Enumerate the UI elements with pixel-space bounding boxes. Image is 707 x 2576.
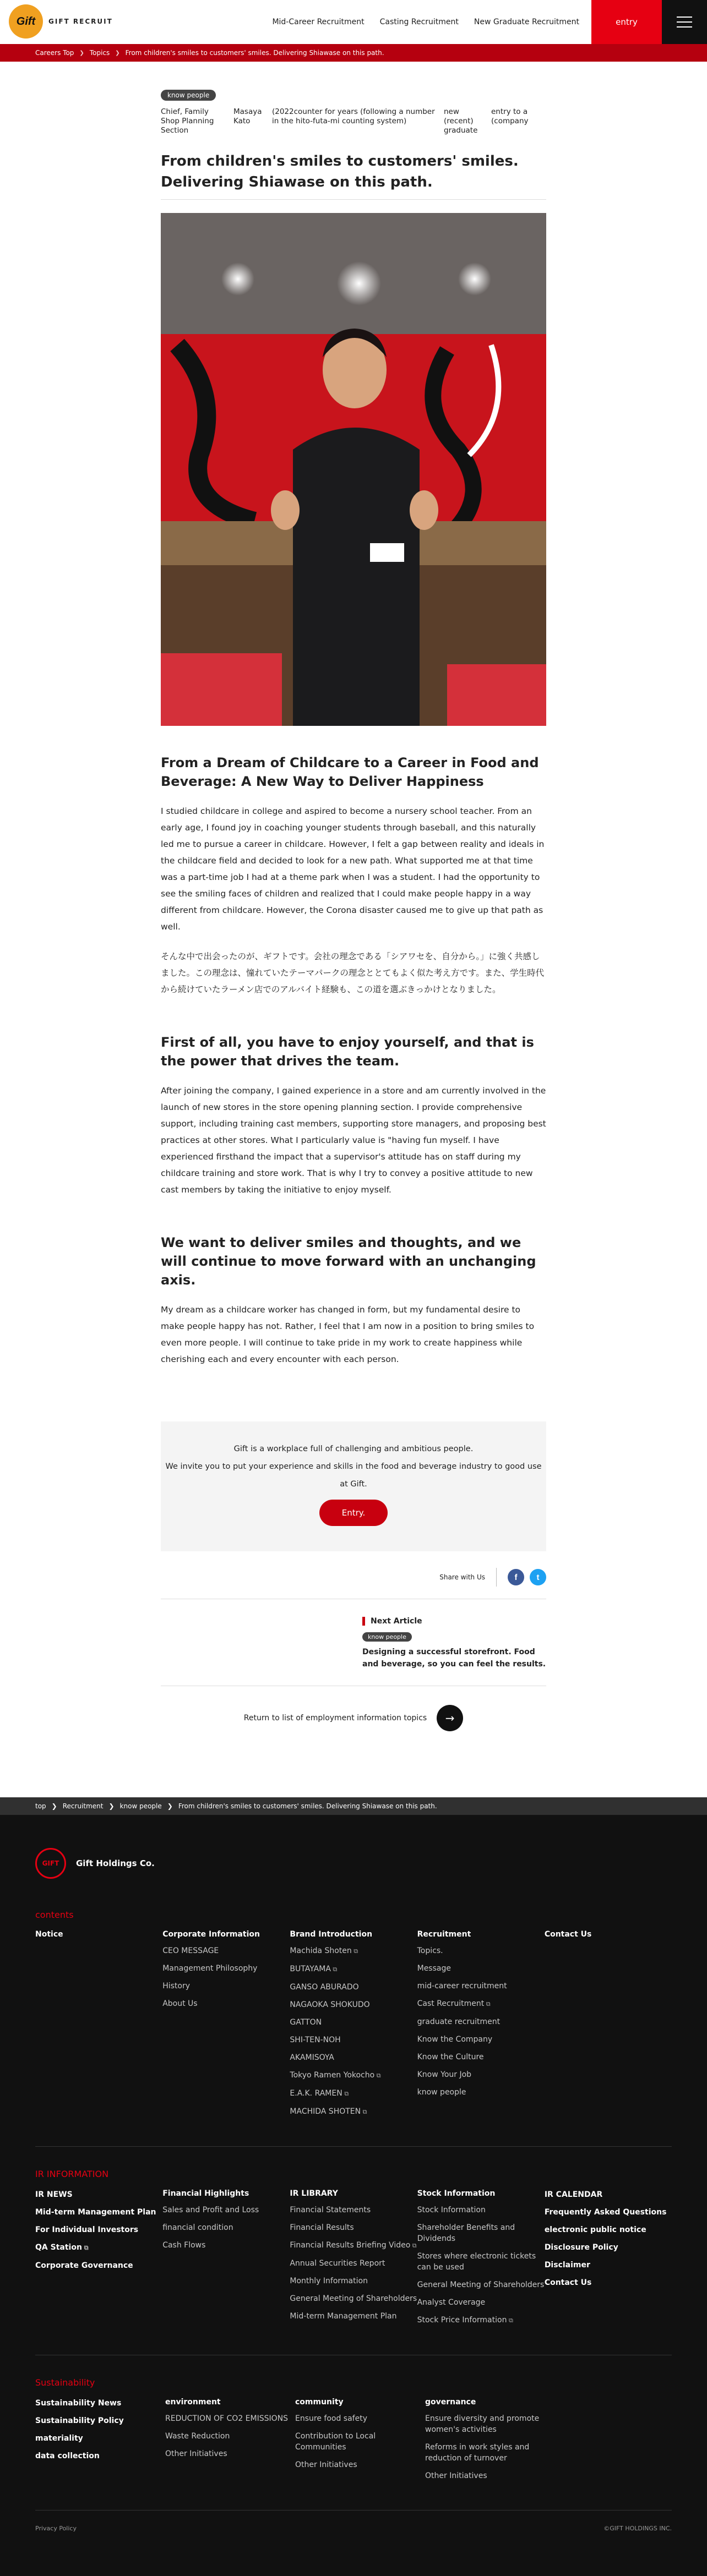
meta-entry: entry to a (company bbox=[491, 107, 529, 125]
footer-link[interactable]: Sustainability Policy bbox=[35, 2416, 124, 2425]
footer-link[interactable]: financial condition bbox=[162, 2223, 233, 2232]
footer-link[interactable]: REDUCTION OF CO2 EMISSIONS bbox=[165, 2414, 289, 2423]
footer-column bbox=[425, 2398, 555, 2488]
footer-link[interactable]: electronic public notice bbox=[544, 2225, 646, 2234]
footer-link[interactable]: MACHIDA SHOTEN ⧉ bbox=[290, 2106, 417, 2118]
return-to-list-link[interactable] bbox=[161, 1705, 546, 1731]
footer-link[interactable]: Waste Reduction bbox=[165, 2432, 230, 2441]
footer-link[interactable]: E.A.K. RAMEN ⧉ bbox=[290, 2088, 417, 2099]
footer-column-heading[interactable]: Contact Us bbox=[544, 1930, 592, 1939]
footer-link[interactable]: Cash Flows bbox=[162, 2241, 206, 2250]
profile-meta bbox=[161, 107, 546, 135]
meta-name: Masaya Kato bbox=[233, 107, 262, 125]
footer-column bbox=[295, 2398, 425, 2488]
footer-contents bbox=[0, 1910, 707, 2124]
footer-brand bbox=[0, 1815, 707, 1879]
footer-link[interactable]: Contribution to Local Communities bbox=[295, 2432, 376, 2452]
footer-sustainability bbox=[0, 2377, 707, 2488]
footer-link[interactable]: History bbox=[162, 1982, 191, 1990]
nav-new-graduate[interactable]: New Graduate Recruitment bbox=[474, 18, 579, 26]
footer-link[interactable]: Machida Shoten ⧉ bbox=[290, 1945, 417, 1957]
footer-link[interactable]: About Us bbox=[162, 1999, 198, 2008]
breadcrumb-current: From children's smiles to customers' smiles. Delivering Shiawase on this path. bbox=[125, 49, 384, 57]
cta-text: Gift is a workplace full of challenging and ambitious people. bbox=[233, 1445, 474, 1453]
footer-bottom bbox=[0, 2511, 707, 2576]
footer-link[interactable]: Know the Culture bbox=[417, 2053, 484, 2061]
copyright: ©GIFT HOLDINGS INC. bbox=[603, 2525, 672, 2532]
gift-holdings-logo[interactable]: GIFT bbox=[35, 1848, 66, 1879]
footer-link[interactable]: Mid-term Management Plan bbox=[35, 2208, 156, 2217]
footer-column bbox=[417, 2189, 545, 2333]
divider bbox=[496, 1568, 497, 1587]
breadcrumb-item[interactable]: Careers Top bbox=[35, 49, 74, 57]
footer-link[interactable]: Corporate Governance bbox=[35, 2261, 133, 2270]
footer-link[interactable]: Analyst Coverage bbox=[417, 2298, 486, 2307]
footer-link[interactable]: Management Philosophy bbox=[162, 1964, 258, 1973]
footer-column bbox=[290, 1930, 417, 2124]
footer-link[interactable]: Know Your Job bbox=[417, 2070, 472, 2079]
site-footer bbox=[0, 1797, 707, 2576]
footer-link[interactable]: Ensure food safety bbox=[295, 2414, 367, 2423]
footer-link[interactable]: Monthly Information bbox=[290, 2277, 368, 2285]
footer-link[interactable]: Contact Us bbox=[544, 2278, 592, 2287]
footer-link[interactable]: Stock Price Information ⧉ bbox=[417, 2315, 545, 2326]
footer-link[interactable]: Sustainability News bbox=[35, 2399, 122, 2408]
footer-column bbox=[35, 2398, 165, 2488]
footer-link[interactable]: Message bbox=[417, 1964, 451, 1973]
footer-link[interactable]: Stores where electronic tickets can be used bbox=[417, 2252, 536, 2272]
footer-link[interactable]: Annual Securities Report bbox=[290, 2259, 385, 2268]
chevron-right-icon: ❯ bbox=[167, 1802, 173, 1810]
nav-mid-career[interactable]: Mid-Career Recruitment bbox=[272, 18, 365, 26]
next-article[interactable] bbox=[362, 1617, 546, 1670]
entry-cta-box bbox=[161, 1421, 546, 1551]
share-bar bbox=[161, 1568, 546, 1599]
privacy-policy-link[interactable]: Privacy Policy bbox=[35, 2525, 77, 2532]
footer-column bbox=[165, 2398, 295, 2488]
global-nav bbox=[272, 0, 579, 44]
site-header bbox=[0, 0, 707, 44]
breadcrumb-item[interactable]: Recruitment bbox=[62, 1802, 104, 1810]
footer-link[interactable]: Shareholder Benefits and Dividends bbox=[417, 2223, 515, 2243]
section-heading: First of all, you have to enjoy yourself, and that is the power that drives the team. bbox=[161, 1035, 534, 1069]
footer-column-heading[interactable]: governance bbox=[425, 2398, 476, 2407]
footer-link[interactable]: Mid-term Management Plan bbox=[290, 2312, 397, 2321]
footer-link[interactable]: Financial Results Briefing Video ⧉ bbox=[290, 2240, 417, 2251]
chevron-right-icon: ❯ bbox=[108, 1802, 115, 1810]
facebook-icon[interactable]: f bbox=[508, 1569, 524, 1585]
cta-text: We invite you to put your experience and skills in the food and beverage industry to good use at Gift. bbox=[165, 1462, 542, 1489]
footer-column-heading[interactable]: environment bbox=[165, 2398, 221, 2407]
breadcrumb-item[interactable]: Topics bbox=[89, 49, 110, 57]
logo-subtitle: GIFT RECRUIT bbox=[48, 18, 113, 25]
breadcrumb-item[interactable]: know people bbox=[119, 1802, 162, 1810]
return-label: Return to list of employment information topics bbox=[243, 1714, 427, 1722]
footer-column-heading[interactable]: Recruitment bbox=[417, 1930, 471, 1939]
footer-column-heading[interactable]: Stock Information bbox=[417, 2189, 496, 2198]
section-paragraph: そんな中で出会ったのが、ギフトです。会社の理念である「シアワセを、自分から。」に強く共感しました。この理念は、憧れていたテーマパークの理念ととてもよく似た考え方です。また、学生時代から続けていたラーメン店でのアルバイト経験も、この道を選ぶきっかけとなりました。 bbox=[161, 951, 545, 994]
footer-ir bbox=[0, 2169, 707, 2333]
footer-link[interactable]: IR NEWS bbox=[35, 2190, 73, 2199]
footer-column bbox=[290, 2189, 417, 2333]
footer-link[interactable]: Other Initiatives bbox=[425, 2471, 487, 2480]
footer-link[interactable]: know people bbox=[417, 2088, 466, 2097]
footer-link[interactable]: Topics. bbox=[417, 1946, 443, 1955]
footer-section-heading: Sustainability bbox=[35, 2377, 95, 2388]
footer-column bbox=[545, 1930, 672, 2124]
article bbox=[161, 62, 546, 1731]
twitter-icon[interactable]: t bbox=[530, 1569, 546, 1585]
section-heading: We want to deliver smiles and thoughts, and we will continue to move forward with an unchanging axis. bbox=[161, 1235, 536, 1288]
footer-link[interactable]: General Meeting of Shareholders bbox=[290, 2294, 417, 2303]
footer-link[interactable]: Disclaimer bbox=[544, 2261, 590, 2269]
footer-column-heading[interactable]: IR LIBRARY bbox=[290, 2189, 338, 2198]
footer-link[interactable]: graduate recruitment bbox=[417, 2017, 501, 2026]
corp-name: Gift Holdings Co. bbox=[76, 1858, 155, 1868]
next-article-tag: know people bbox=[362, 1632, 412, 1642]
footer-link[interactable]: Cast Recruitment ⧉ bbox=[417, 1998, 545, 2010]
breadcrumb-item[interactable]: top bbox=[35, 1802, 46, 1810]
header-entry-button[interactable]: entry bbox=[591, 0, 662, 44]
footer-link[interactable]: Disclosure Policy bbox=[544, 2243, 618, 2252]
footer-link[interactable]: Sales and Profit and Loss bbox=[162, 2206, 259, 2214]
footer-link[interactable]: Reforms in work styles and reduction of turnover bbox=[425, 2443, 530, 2463]
footer-link[interactable]: CEO MESSAGE bbox=[162, 1946, 219, 1955]
next-article-title[interactable]: Designing a successful storefront. Food and beverage, so you can feel the results. bbox=[362, 1648, 546, 1669]
section-paragraph: After joining the company, I gained experience in a store and am currently involved in the launch of new stores in the store opening planning section. I provide comprehensive support, including training cast members, supporting store managers, and proposing best practices at other stores. What I particularly value is "having fun myself. I have experienced firsthand the impact that a supervisor's attitude has on staff during my childcare training and store work. That is why I try to convey a positive attitude to new cast members by taking the initiative to enjoy myself. bbox=[161, 1086, 546, 1195]
meta-type: new (recent) graduate bbox=[444, 107, 478, 135]
footer-column-heading[interactable]: Financial Highlights bbox=[162, 2189, 249, 2198]
footer-column bbox=[417, 1930, 545, 2124]
entry-button[interactable]: Entry. bbox=[319, 1500, 388, 1526]
footer-link[interactable]: IR CALENDAR bbox=[544, 2190, 603, 2199]
footer-link[interactable]: Tokyo Ramen Yokocho ⧉ bbox=[290, 2070, 417, 2081]
footer-link[interactable]: GANSO ABURADO bbox=[290, 1983, 359, 1992]
breadcrumb-current: From children's smiles to customers' smiles. Delivering Shiawase on this path. bbox=[178, 1802, 437, 1810]
footer-breadcrumb bbox=[0, 1797, 707, 1815]
staff-photo bbox=[161, 213, 546, 726]
meta-position: Chief, Family Shop Planning Section bbox=[161, 107, 214, 135]
footer-column bbox=[35, 2189, 162, 2333]
arrow-right-icon: → bbox=[437, 1705, 463, 1731]
staff-photo-illustration bbox=[161, 213, 546, 726]
category-tag[interactable]: know people bbox=[161, 90, 216, 101]
page-title: From children's smiles to customers' smiles. Delivering Shiawase on this path. bbox=[161, 151, 546, 200]
footer-link[interactable]: Other Initiatives bbox=[165, 2449, 227, 2458]
footer-column bbox=[35, 1930, 162, 2124]
footer-column-heading[interactable]: Brand Introduction bbox=[290, 1930, 373, 1939]
chevron-right-icon: ❯ bbox=[79, 50, 84, 56]
footer-link[interactable]: For Individual Investors bbox=[35, 2225, 139, 2234]
footer-link[interactable]: mid-career recruitment bbox=[417, 1982, 507, 1990]
footer-link[interactable]: data collection bbox=[35, 2452, 100, 2460]
footer-link[interactable]: BUTAYAMA ⧉ bbox=[290, 1964, 417, 1975]
meta-year: (2022counter for years (following a number in the hito-futa-mi counting system) bbox=[272, 107, 435, 125]
section-paragraph: I studied childcare in college and aspired to become a nursery school teacher. From an early age, I found joy in coaching younger students through baseball, and this naturally led me to pursue a career in childcare. However, I felt a gap between reality and ideals in the childcare field and decided to look for a new path. What supported me at that time was a part-time job I had at a theme park when I was a student. I had the opportunity to see the smiling faces of children and realized that I could make people happy in a way different from childcare. However, the Corona disaster caused me to give up that path as well. bbox=[161, 806, 545, 932]
gift-logo[interactable]: Gift bbox=[9, 4, 43, 39]
footer-link[interactable]: Other Initiatives bbox=[295, 2460, 357, 2469]
footer-link[interactable]: Financial Statements bbox=[290, 2206, 371, 2214]
divider bbox=[35, 2146, 672, 2147]
footer-section-heading: contents bbox=[35, 1910, 74, 1920]
footer-link[interactable]: Ensure diversity and promote women's activities bbox=[425, 2414, 540, 2434]
hamburger-menu-icon[interactable] bbox=[662, 0, 707, 44]
section-paragraph: My dream as a childcare worker has changed in form, but my fundamental desire to make people happy has not. Rather, I feel that I am now in a position to bring smiles to even more people. I will continue to take pride in my work to create happiness while cherishing each and every encounter with each person. bbox=[161, 1305, 535, 1364]
section-heading: From a Dream of Childcare to a Career in Food and Beverage: A New Way to Deliver Happiness bbox=[161, 755, 539, 789]
footer-column bbox=[162, 2189, 290, 2333]
footer-link[interactable]: Financial Results bbox=[290, 2223, 354, 2232]
next-article-heading: Next Article bbox=[362, 1617, 546, 1626]
footer-column bbox=[162, 1930, 290, 2124]
footer-column-heading[interactable]: Corporate Information bbox=[162, 1930, 260, 1939]
footer-column bbox=[545, 2189, 672, 2333]
footer-link[interactable]: QA Station ⧉ bbox=[35, 2242, 162, 2254]
footer-link[interactable]: Frequently Asked Questions bbox=[544, 2208, 667, 2217]
footer-link[interactable]: NAGAOKA SHOKUDO bbox=[290, 2000, 370, 2009]
footer-link[interactable]: Know the Company bbox=[417, 2035, 493, 2044]
footer-link[interactable]: General Meeting of Shareholders bbox=[417, 2280, 545, 2289]
share-label: Share with Us bbox=[439, 1573, 485, 1581]
breadcrumb bbox=[0, 44, 707, 62]
footer-link[interactable]: SHI-TEN-NOH bbox=[290, 2036, 341, 2044]
footer-link[interactable]: materiality bbox=[35, 2434, 83, 2443]
footer-link[interactable]: GATTON bbox=[290, 2018, 322, 2027]
footer-column-heading[interactable]: community bbox=[295, 2398, 344, 2407]
nav-casting[interactable]: Casting Recruitment bbox=[379, 18, 459, 26]
chevron-right-icon: ❯ bbox=[115, 50, 120, 56]
footer-section-heading: IR INFORMATION bbox=[35, 2169, 109, 2179]
chevron-right-icon: ❯ bbox=[51, 1802, 57, 1810]
footer-link[interactable]: AKAMISOYA bbox=[290, 2053, 334, 2062]
footer-link[interactable]: Stock Information bbox=[417, 2206, 486, 2214]
footer-column-heading[interactable]: Notice bbox=[35, 1930, 63, 1939]
